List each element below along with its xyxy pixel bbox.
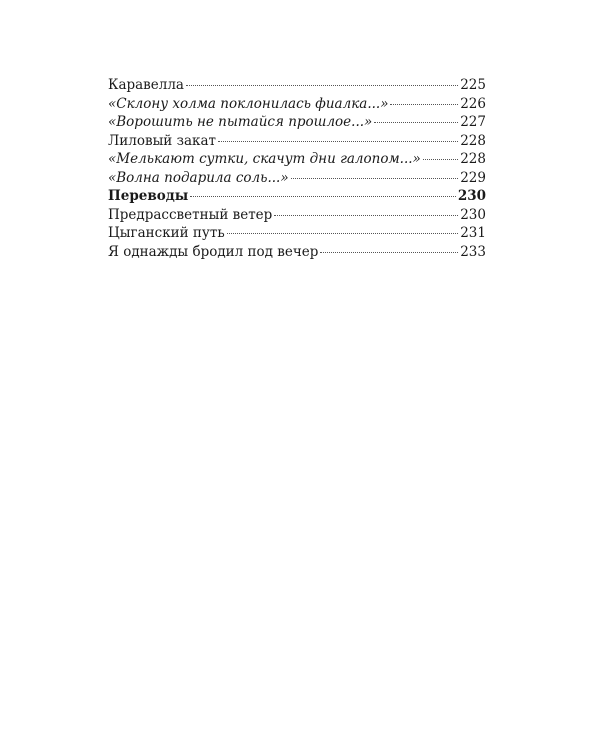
toc-entry-page: 228 [460,132,486,149]
toc-entry-page: 230 [460,206,486,223]
toc-dot-leader [320,252,458,253]
toc-entry-page: 233 [460,243,486,260]
toc-entry-title: «Волна подарила соль...» [108,169,289,186]
toc-dot-leader [218,141,458,142]
toc-entry-page: 229 [460,169,486,186]
toc-dot-leader [227,233,459,234]
toc-entry-title: Лиловый закат [108,132,216,149]
toc-section-page: 230 [457,188,486,204]
toc-entry-page: 225 [460,77,486,93]
toc-dot-leader [274,215,458,216]
toc-entry-title: Цыганский путь [108,225,225,241]
toc-entry-title: Предрассветный ветер [108,206,273,223]
toc-section-heading[interactable] [108,187,486,206]
table-of-contents [108,76,486,261]
toc-entry[interactable] [108,224,486,243]
toc-entry-title: «Мелькают сутки, скачут дни галопом...» [108,151,421,167]
toc-entry-title: «Склону холма поклонилась фиалка...» [108,95,389,112]
toc-entry[interactable] [108,95,486,114]
toc-entry[interactable] [108,243,486,262]
toc-entry-title: Каравелла [108,77,184,93]
toc-entry-page: 226 [460,95,486,112]
toc-dot-leader [291,178,459,179]
toc-entry[interactable] [108,169,486,188]
toc-entry-page: 227 [460,114,486,130]
toc-entry[interactable] [108,76,486,95]
toc-dot-leader [374,122,458,123]
toc-entry[interactable] [108,113,486,132]
toc-entry-title: «Ворошить не пытайся прошлое...» [108,114,373,130]
toc-dot-leader [190,196,456,197]
toc-entry-title: Я однажды бродил под вечер [108,243,319,260]
toc-section-title: Переводы [108,188,189,204]
toc-dot-leader [186,85,458,86]
toc-entry[interactable] [108,150,486,169]
toc-dot-leader [423,159,458,160]
toc-dot-leader [390,104,458,105]
toc-entry-page: 228 [460,151,486,167]
toc-entry[interactable] [108,206,486,225]
toc-entry-page: 231 [460,225,486,241]
toc-entry[interactable] [108,132,486,151]
